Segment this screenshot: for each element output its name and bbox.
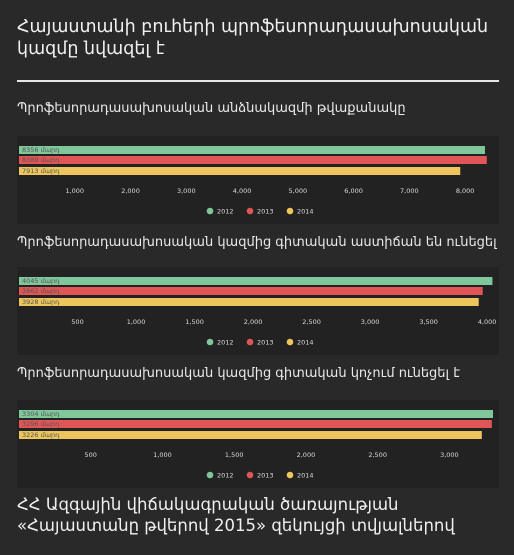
page-title: Հայաստանի բուհերի պրոֆեսորադասախոսական կազմը նվազել է [17,17,489,59]
bar-value-label: 3296 մարդ [22,420,60,429]
chart-1-svg [17,136,499,224]
legend-marker-2013 [247,339,254,346]
legend-label-2014: 2014 [297,338,314,347]
bar-value-label: 3304 մարդ [22,410,60,419]
x-tick-label: 2,000 [296,451,316,459]
bar-2013 [19,156,487,164]
title-divider [17,80,499,82]
x-tick-label: 3,000 [360,318,380,326]
x-tick-label: 5,000 [288,187,308,195]
bar-value-label: 3226 մարդ [22,431,60,440]
chart-2-svg [17,267,499,355]
x-tick-label: 2,500 [368,451,387,459]
legend-label-2013: 2013 [257,471,274,480]
x-tick-label: 4,000 [477,318,497,326]
bar-2013 [19,287,483,295]
legend-marker-2013 [247,472,254,479]
x-tick-label: 3,500 [419,318,438,326]
bar-2012 [19,410,493,418]
bar-2014 [19,167,460,175]
chart-2-title: Պրոֆեսորադասախոսական կազմից գիտական աստիճան են ունեցել [17,235,497,250]
legend-label-2014: 2014 [297,207,314,216]
x-tick-label: 8,000 [455,187,475,195]
x-tick-label: 1,500 [185,318,204,326]
legend-marker-2014 [287,472,294,479]
x-tick-label: 7,000 [400,187,419,195]
chart-2-panel [17,267,499,355]
bar-2014 [19,298,479,306]
legend-label-2014: 2014 [297,471,314,480]
x-tick-label: 2,000 [243,318,263,326]
legend-label-2012: 2012 [217,207,234,216]
bar-value-label: 4045 մարդ [22,277,60,286]
x-tick-label: 6,000 [344,187,363,195]
legend-label-2013: 2013 [257,338,274,347]
chart-3-title: Պրոֆեսորադասախոսական կազմից գիտական կոչում ունեցել է [17,366,460,381]
chart-3-panel [17,400,499,488]
bar-value-label: 3962 մարդ [22,287,60,296]
x-tick-label: 1,000 [153,451,172,459]
legend-marker-2012 [207,339,214,346]
legend-marker-2013 [247,208,254,215]
legend-label-2012: 2012 [217,471,234,480]
bar-2014 [19,431,482,439]
bar-2012 [19,146,485,154]
x-tick-label: 3,000 [440,451,459,459]
chart-1-title: Պրոֆեսորադասախոսական անձնակազմի թվաքանակը [17,101,406,116]
legend-marker-2012 [207,472,214,479]
x-tick-label: 1,000 [126,318,146,326]
chart-1-panel [17,136,499,224]
chart-3-svg [17,400,499,488]
x-tick-label: 500 [71,318,84,326]
legend-marker-2012 [207,208,214,215]
legend-label-2013: 2013 [257,207,274,216]
x-tick-label: 2,500 [302,318,321,326]
bar-value-label: 8356 մարդ [22,146,60,155]
legend-marker-2014 [287,208,294,215]
bar-value-label: 7913 մարդ [22,167,60,176]
x-tick-label: 3,000 [176,187,196,195]
x-tick-label: 500 [84,451,97,459]
x-tick-label: 4,000 [232,187,252,195]
legend-label-2012: 2012 [217,338,234,347]
x-tick-label: 2,000 [121,187,140,195]
bar-2013 [19,420,492,428]
x-tick-label: 1,500 [224,451,244,459]
bar-2012 [19,277,492,285]
bar-value-label: 3928 մարդ [22,298,60,307]
bar-value-label: 8389 մարդ [22,156,60,165]
x-tick-label: 1,000 [65,187,85,195]
legend-marker-2014 [287,339,294,346]
source-footer: ՀՀ Ազգային վիճակագրական ծառայության «Հայաստանը թվերով 2015» զեկույցի տվյալներով [17,495,455,535]
